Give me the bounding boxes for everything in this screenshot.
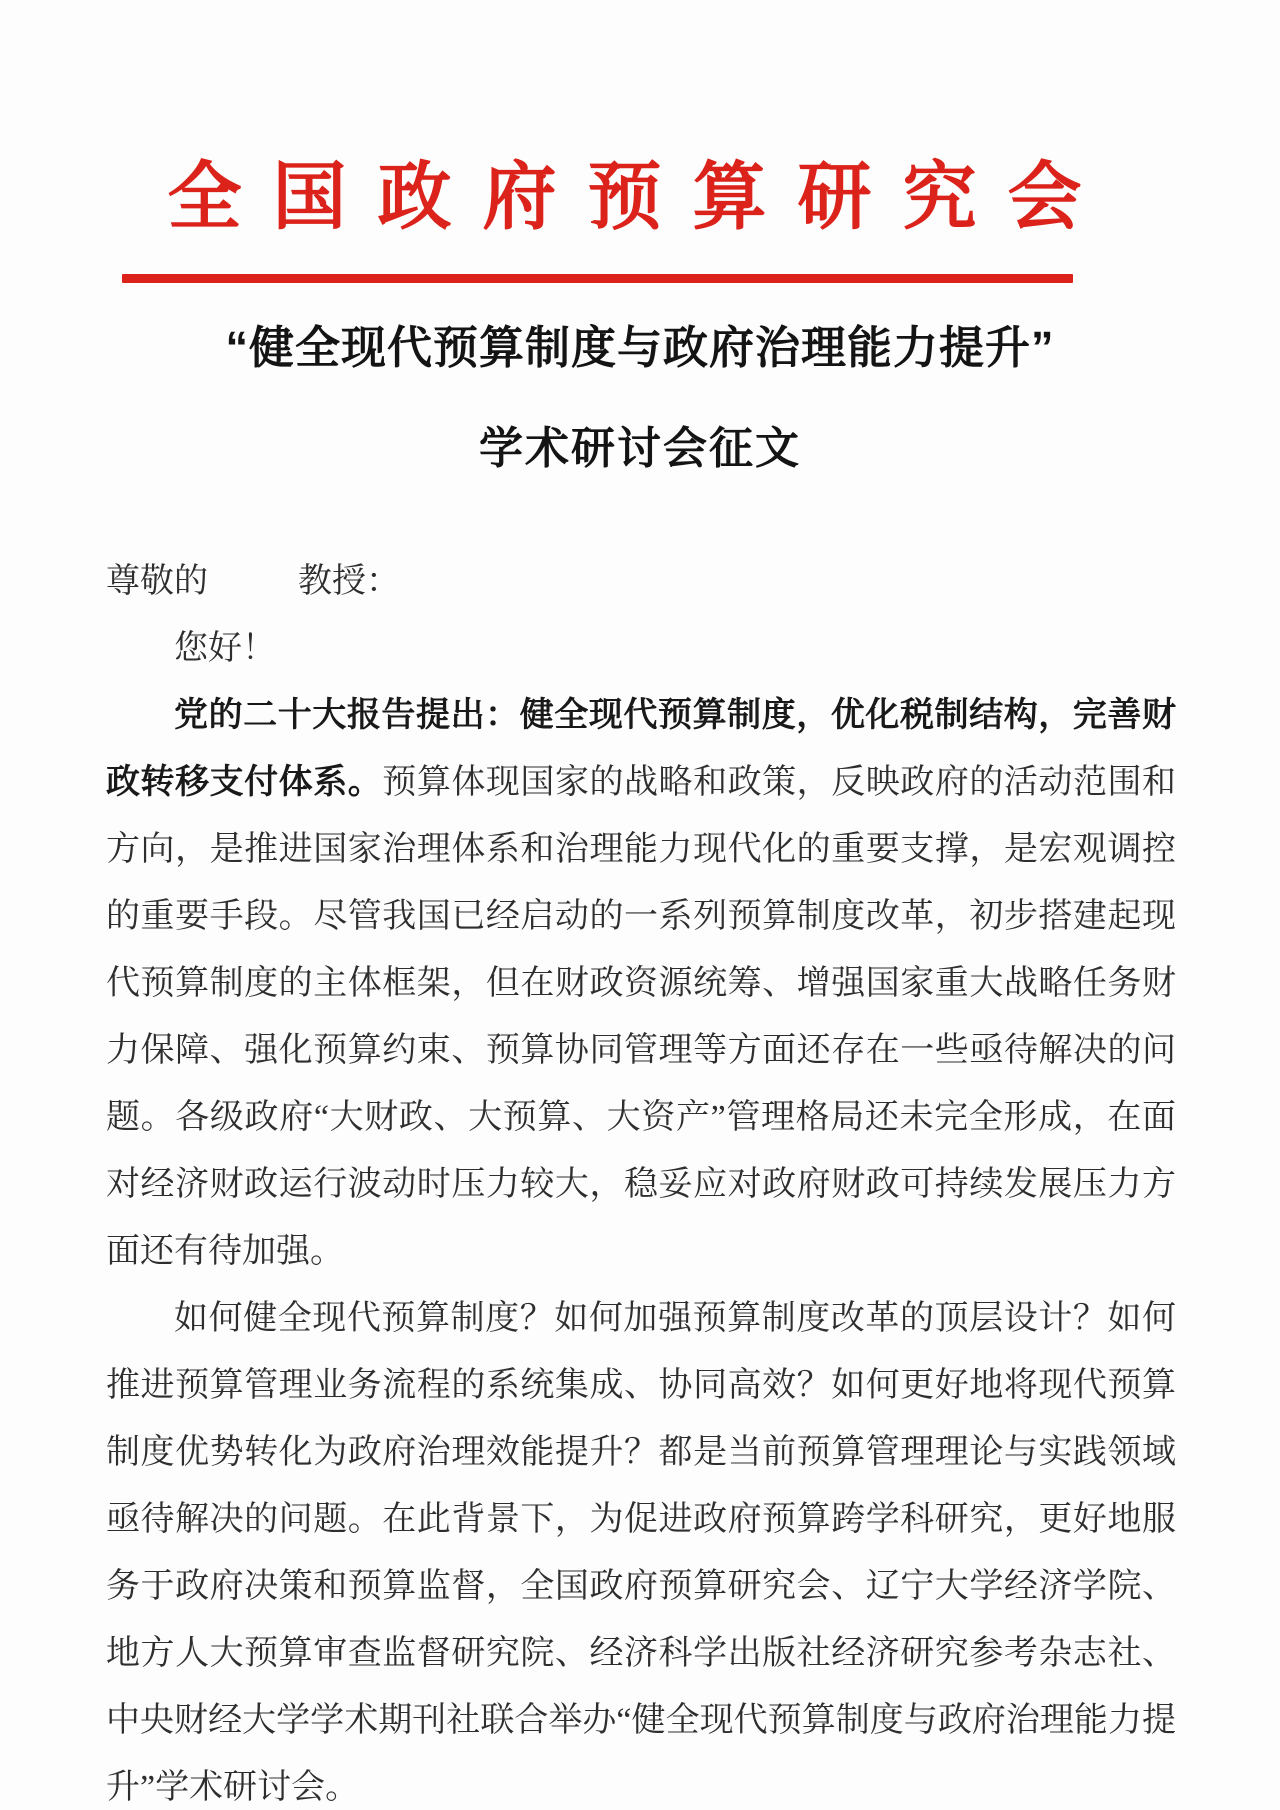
letter-body [106,548,1176,1810]
letterhead-org-name: 全国政府预算研究会 [167,154,1113,240]
paragraph-1-body: 预算体现国家的战略和政策，反映政府的活动范围和方向，是推进国家治理体系和治理能力现代化的重要支撑，是宏观调控的重要手段。尽管我国已经启动的一系列预算制度改革，初步搭建起现代预算制度的主体框架，但在财政资源统筹、增强国家重大战略任务财力保障、强化预算约束、预算协同管理等方面还存在一些亟待解决的问题。各级政府“大财政、大预算、大资产”管理格局还未完全形成，在面对经济财政运行波动时压力较大，稳妥应对政府财政可持续发展压力方面还有待加强。 [106,764,1177,1270]
doc-title-line2: 学术研讨会征文 [479,424,801,473]
greeting-line: 您好！ [174,630,276,667]
paragraph-1-bold-lead: 党的二十大报告提出：健全现代预算制度，优化税制结构，完善财政转移支付体系。 [106,696,1176,801]
letterhead-divider-line [122,274,1073,283]
salutation-line [106,548,1176,615]
recipient-name-blank [208,591,298,592]
doc-title-line1: “健全现代预算制度与政府治理能力提升” [225,322,1055,373]
paragraph-2: 如何健全现代预算制度？如何加强预算制度改革的顶层设计？如何推进预算管理业务流程的系统集成、协同高效？如何更好地将现代预算制度优势转化为政府治理效能提升？都是当前预算管理理论与实践领域亟待解决的问题。在此背景下，为促进政府预算跨学科研究，更好地服务于政府决策和预算监督，全国政府预算研究会、辽宁大学经济学院、地方人大预算审查监督研究院、经济科学出版社经济研究参考杂志社、中央财经大学学术期刊社联合举办“健全现代预算制度与政府治理能力提升”学术研讨会。 [106,1300,1176,1806]
salutation-title: 教授： [298,563,400,600]
salutation-prefix: 尊敬的 [106,563,208,600]
paragraph-1 [106,682,1176,1285]
